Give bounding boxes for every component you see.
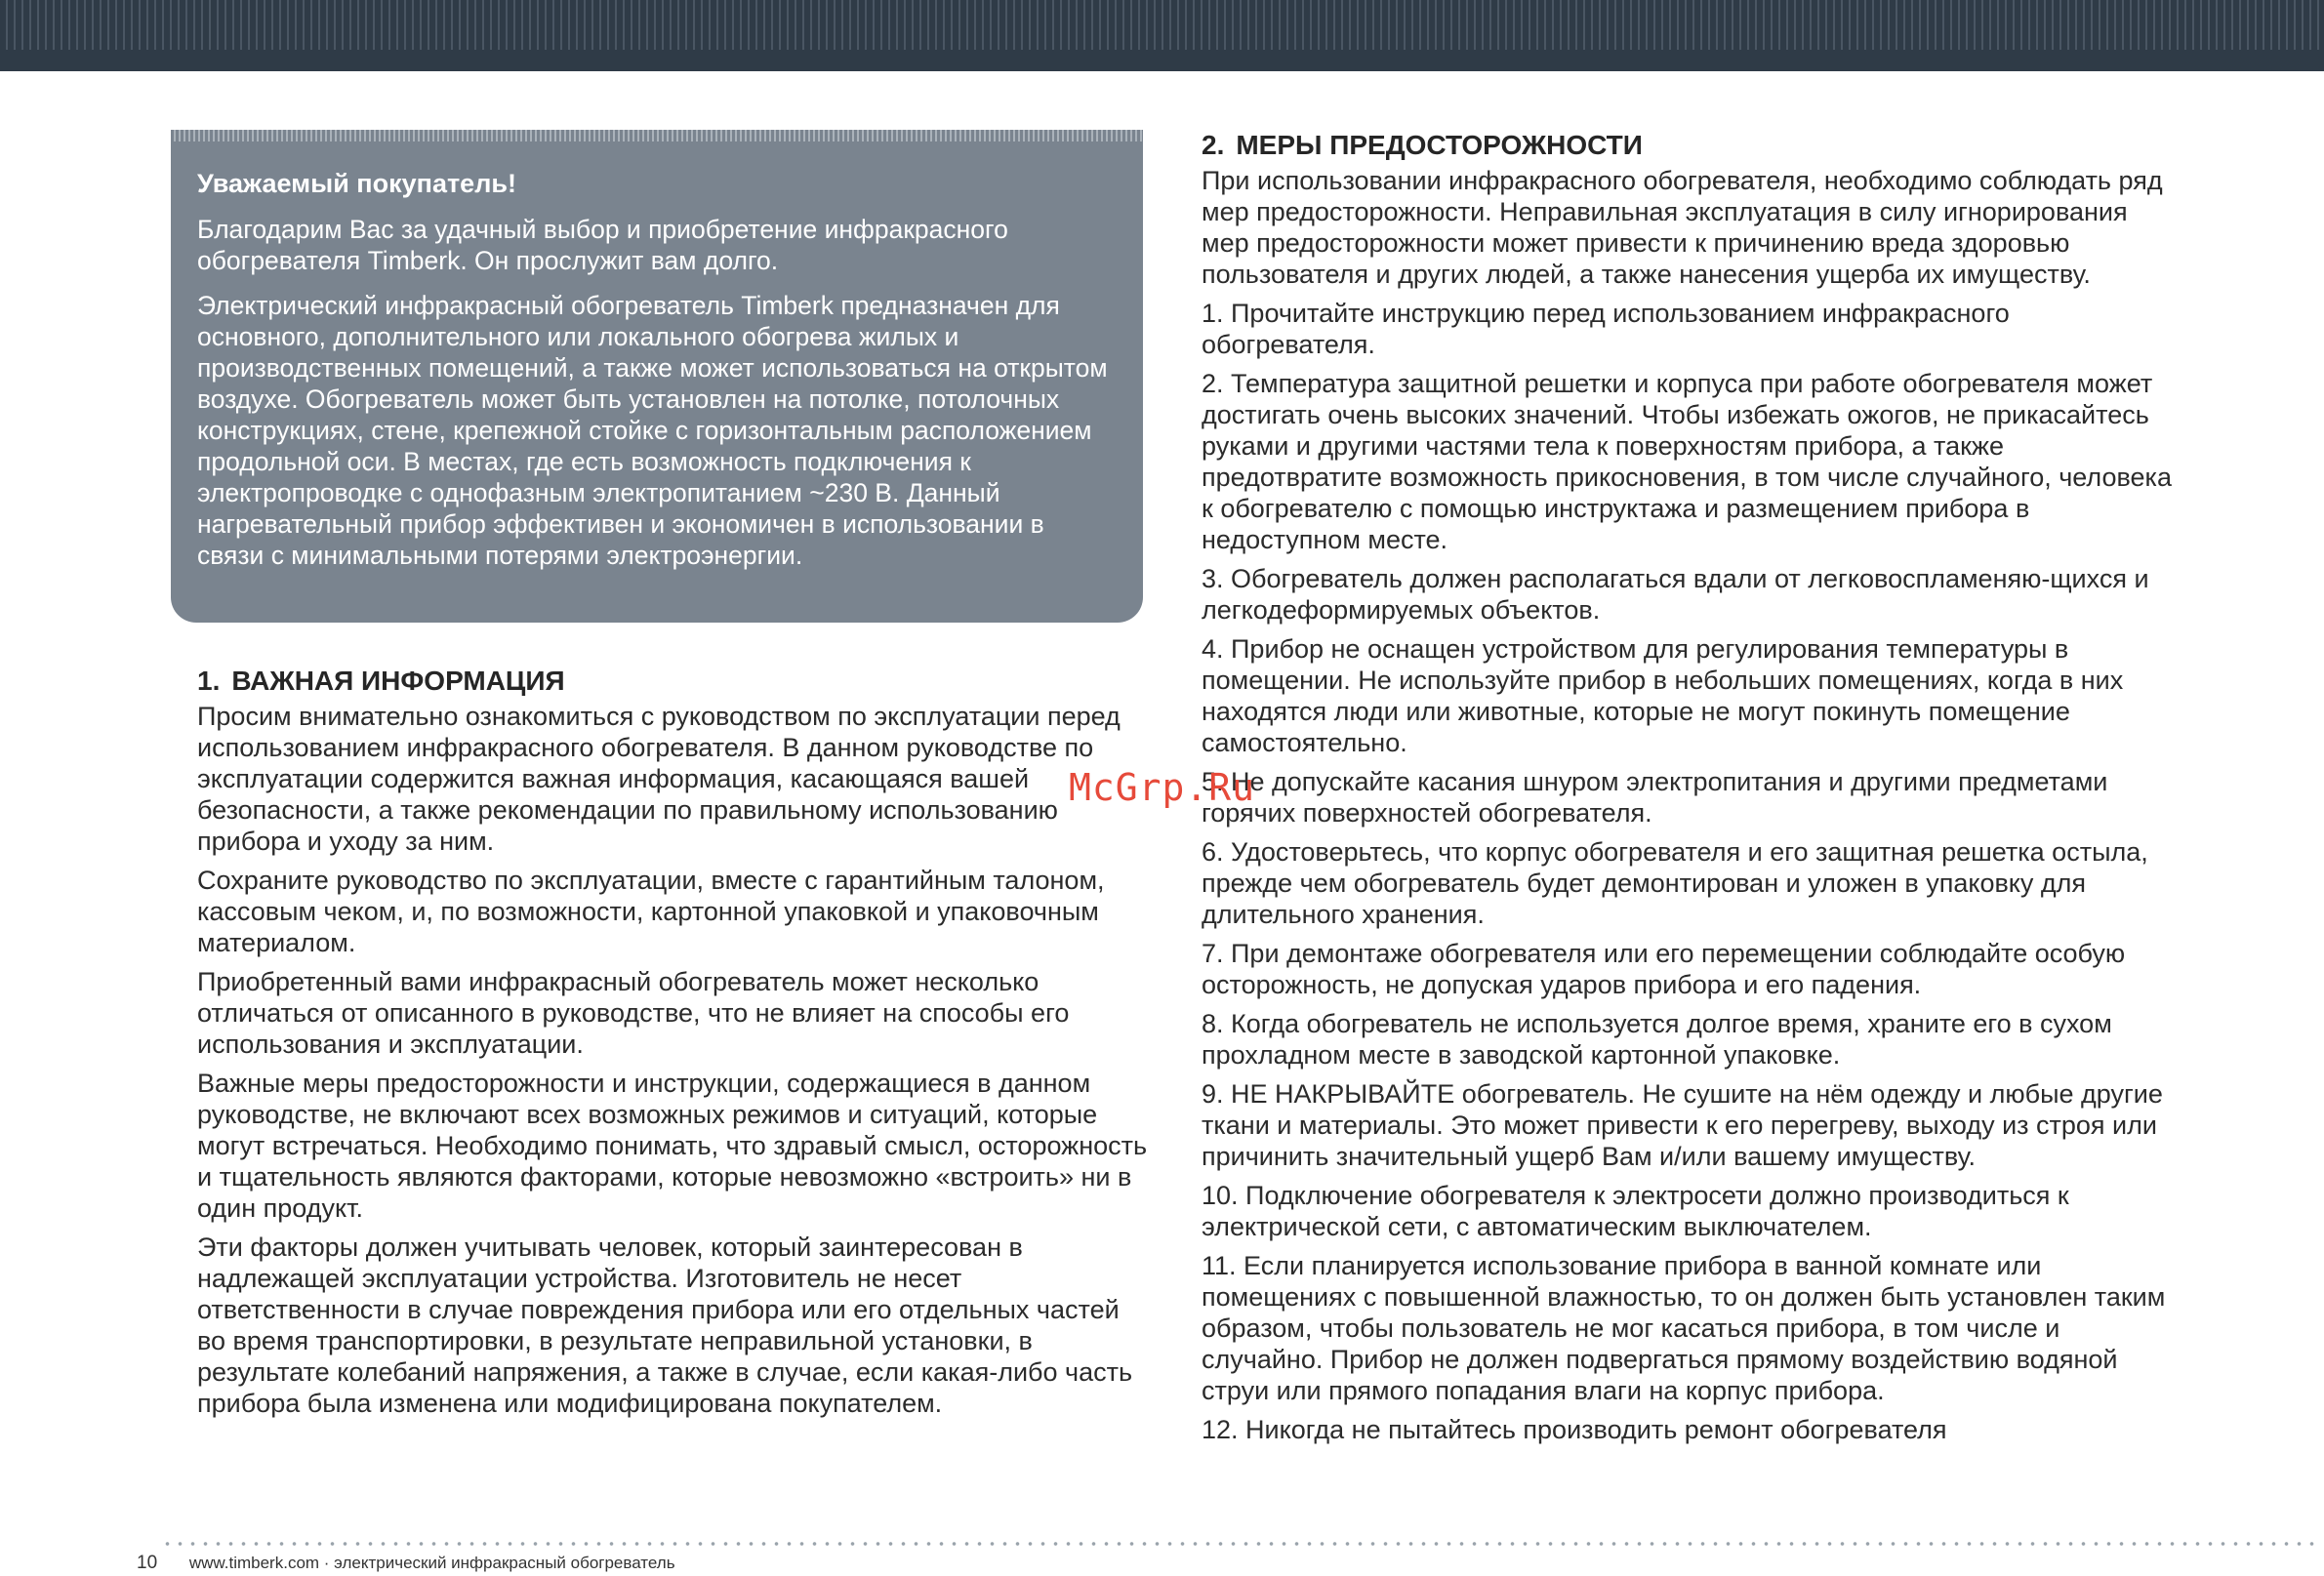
intro-greeting: Уважаемый покупатель!: [197, 169, 516, 198]
list-item: 8. Когда обогреватель не используется долгое время, храните его в сухом прохладном месте в заводской картонной упаковке.: [1202, 1009, 2112, 1070]
list-item: 1. Прочитайте инструкцию перед использованием инфракрасного обогревателя.: [1202, 299, 2010, 359]
section-important-info: [197, 664, 1154, 1427]
list-item: 10. Подключение обогревателя к электросети должно производиться к электрической сети, с автоматическим выключателем.: [1202, 1181, 2069, 1241]
list-item: 12. Никогда не пытайтесь производить ремонт обогревателя: [1202, 1415, 1947, 1444]
footer-text: www.timberk.com · электрический инфракрасный обогреватель: [188, 1554, 675, 1572]
intro-box: [171, 130, 1143, 623]
section-number: 2.: [1202, 130, 1225, 160]
list-item: 5. Не допускайте касания шнуром электропитания и другими предметами горячих поверхностей обогревателя.: [1202, 767, 2108, 828]
list-item: 4. Прибор не оснащен устройством для регулирования температуры в помещении. Не используйте прибор в небольших помещениях, когда в них находятся люди или животные, которые не могут покинуть помещение самостоятельно.: [1202, 634, 2124, 757]
page-number: 10: [137, 1553, 158, 1573]
list-item: 6. Удостоверьтесь, что корпус обогревателя и его защитная решетка остыла, прежде чем обогреватель будет демонтирован и уложен в упаковку для длительного хранения.: [1202, 837, 2148, 929]
section-precautions: [1202, 128, 2178, 1453]
paragraph: Просим внимательно ознакомиться с руководством по эксплуатации перед использованием инфракрасного обогревателя. В данном руководстве по эксплуатации содержится важная информация, касающаяся вашей безопасности, а также рекомендации по правильному использованию прибора и уходу за ним.: [197, 702, 1121, 856]
section-title-text: МЕРЫ ПРЕДОСТОРОЖНОСТИ: [1236, 130, 1643, 160]
footer-dotted-divider: [161, 1542, 2318, 1546]
header-stripe-bar: [0, 0, 2324, 71]
intro-paragraph: Электрический инфракрасный обогреватель Timberk предназначен для основного, дополнительного или локального обогрева жилых и производственных помещений, а также может использоваться на открытом воздухе. Обогреватель может быть установлен на потолке, потолочных конструкциях, стене, крепежной стойке с горизонтальным расположением продольной оси. В местах, где есть возможность подключения к электропроводке с однофазным электропитанием ~230 В. Данный нагревательный прибор эффективен и экономичен в использовании в связи с минимальными потерями электроэнергии.: [197, 291, 1108, 570]
watermark: McGrp.Ru: [1069, 766, 1256, 809]
paragraph: Эти факторы должен учитывать человек, который заинтересован в надлежащей эксплуатации устройства. Изготовитель не несет ответственности в случае повреждения прибора или его отдельных частей во время транспортировки, в результате неправильной установки, в результате колебаний напряжения, а также в случае, если какая-либо часть прибора была изменена или модифицирована покупателем.: [197, 1233, 1133, 1418]
section-number: 1.: [197, 666, 221, 696]
paragraph: При использовании инфракрасного обогревателя, необходимо соблюдать ряд мер предосторожности. Неправильная эксплуатация в силу игнорирования мер предосторожности может привести к причинению вреда здоровью пользователя и других людей, а также нанесения ущерба их имуществу.: [1202, 166, 2163, 289]
page-footer: [137, 1553, 675, 1574]
list-item: 2. Температура защитной решетки и корпуса при работе обогревателя может достигать очень высоких значений. Чтобы избежать ожогов, не прикасайтесь руками и другими частями тела к поверхностям прибора, а также предотвратите возможность прикосновения, в том числе случайного, человека к обогревателю с помощью инструктажа и размещением прибора в недоступном месте.: [1202, 369, 2172, 554]
paragraph: Важные меры предосторожности и инструкции, содержащиеся в данном руководстве, не включают всех возможных режимов и ситуаций, которые могут встречаться. Необходимо понимать, что здравый смысл, осторожность и тщательность являются факторами, которые невозможно «встроить» ни в один продукт.: [197, 1069, 1148, 1223]
intro-paragraph: Благодарим Вас за удачный выбор и приобретение инфракрасного обогревателя Timberk. Он прослужит вам долго.: [197, 215, 1008, 275]
paragraph: Приобретенный вами инфракрасный обогреватель может несколько отличаться от описанного в руководстве, что не влияет на способы его использования и эксплуатации.: [197, 967, 1070, 1059]
list-item: 9. НЕ НАКРЫВАЙТЕ обогреватель. Не сушите на нём одежду и любые другие ткани и материалы. Это может привести к его перегреву, выходу из строя или причинить значительный ущерб Вам и/или вашему имуществу.: [1202, 1079, 2163, 1171]
section-title: [1202, 128, 2178, 163]
paragraph: Сохраните руководство по эксплуатации, вместе с гарантийным талоном, кассовым чеком, и, по возможности, картонной упаковкой и упаковочным материалом.: [197, 866, 1105, 957]
section-title: [197, 664, 1154, 699]
list-item: 7. При демонтаже обогревателя или его перемещении соблюдайте особую осторожность, не допуская ударов прибора и его падения.: [1202, 939, 2126, 999]
section-title-text: ВАЖНАЯ ИНФОРМАЦИЯ: [231, 666, 565, 696]
list-item: 3. Обогреватель должен располагаться вдали от легковоспламеняю-щихся и легкодеформируемых объектов.: [1202, 564, 2149, 625]
list-item: 11. Если планируется использование прибора в ванной комнате или помещениях с повышенной влажностью, то он должен быть установлен таким образом, чтобы пользователь не мог касаться прибора, в том числе и случайно. Прибор не должен подвергаться прямому воздействию водяной струи или прямого попадания влаги на корпус прибора.: [1202, 1251, 2166, 1405]
